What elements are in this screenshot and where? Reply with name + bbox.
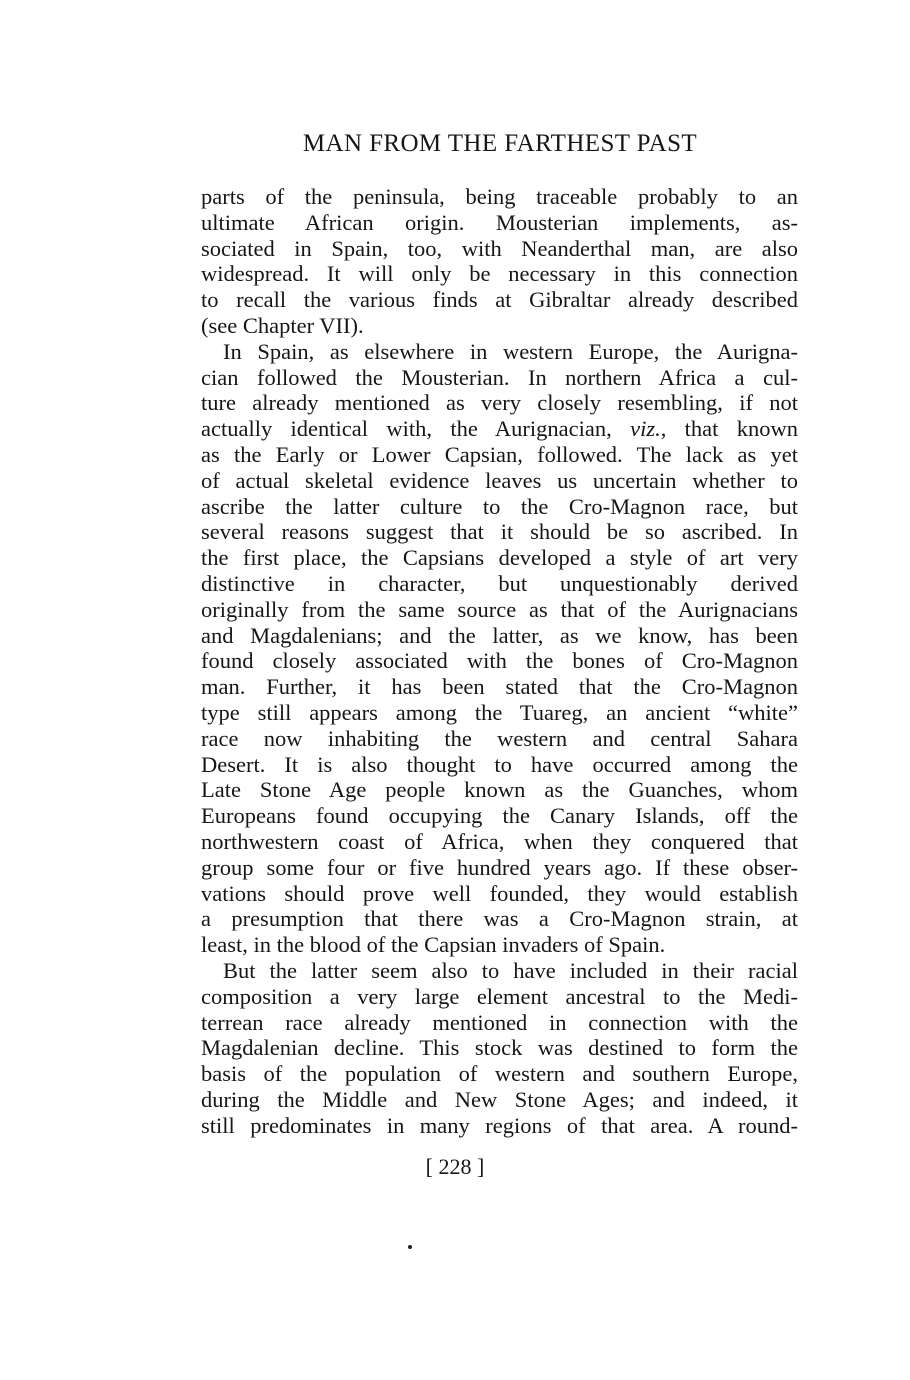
text-line: Late Stone Age people known as the Guanches, whom bbox=[201, 777, 798, 803]
text-line: But the latter seem also to have included in their racial bbox=[223, 957, 798, 983]
text-line: during the Middle and New Stone Ages; and indeed, it bbox=[201, 1086, 798, 1112]
text-line: still predominates in many regions of that area. A round- bbox=[201, 1112, 798, 1138]
text-line: man. Further, it has been stated that the Cro-Magnon bbox=[201, 674, 798, 700]
text-line: race now inhabiting the western and central Sahara bbox=[201, 725, 798, 751]
text-line: a presumption that there was a Cro-Magnon strain, at bbox=[201, 906, 798, 932]
text-line: ture already mentioned as very closely resembling, if not bbox=[201, 390, 798, 416]
text-line: composition a very large element ancestral to the Medi- bbox=[201, 983, 798, 1009]
text-line: Desert. It is also thought to have occurred among the bbox=[201, 751, 798, 777]
text-line: sociated in Spain, too, with Neanderthal man, are also bbox=[201, 235, 798, 261]
text-line: of actual skeletal evidence leaves us uncertain whether to bbox=[201, 467, 798, 493]
text-line: ascribe the latter culture to the Cro-Magnon race, but bbox=[201, 493, 798, 519]
text-line: Europeans found occupying the Canary Islands, off the bbox=[201, 803, 798, 829]
text-line: Magdalenian decline. This stock was destined to form the bbox=[201, 1035, 798, 1061]
text-line: (see Chapter VII). bbox=[201, 312, 364, 338]
text-line: vations should prove well founded, they would establish bbox=[201, 880, 798, 906]
text-line: least, in the blood of the Capsian invaders of Spain. bbox=[201, 932, 666, 958]
paragraph-1 bbox=[201, 184, 798, 339]
text-line: found closely associated with the bones of Cro-Magnon bbox=[201, 648, 798, 674]
text-line: distinctive in character, but unquestionably derived bbox=[201, 570, 798, 596]
paragraph-3 bbox=[201, 958, 798, 1139]
text-line: to recall the various finds at Gibraltar already described bbox=[201, 287, 798, 313]
body-text bbox=[201, 184, 798, 1138]
text-line: In Spain, as elsewhere in western Europe, the Aurigna- bbox=[223, 338, 798, 364]
text-line: group some four or five hundred years ago. If these obser- bbox=[201, 854, 798, 880]
text-line: actually identical with, the Aurignacian, viz., that known bbox=[201, 416, 798, 442]
text-line: terrean race already mentioned in connection with the bbox=[201, 1009, 798, 1035]
italic-viz: viz. bbox=[630, 416, 661, 442]
text-line: parts of the peninsula, being traceable probably to an bbox=[201, 184, 798, 209]
page-number: [ 228 ] bbox=[425, 1154, 485, 1179]
text-line: several reasons suggest that it should be so ascribed. In bbox=[201, 519, 798, 545]
text-line: type still appears among the Tuareg, an ancient “white” bbox=[201, 699, 798, 725]
text-line: and Magdalenians; and the latter, as we know, has been bbox=[201, 622, 798, 648]
text-line: the first place, the Capsians developed a style of art very bbox=[201, 545, 798, 571]
text-line: widespread. It will only be necessary in this connection bbox=[201, 261, 798, 287]
paragraph-2 bbox=[201, 339, 798, 958]
text-line: cian followed the Mousterian. In northern Africa a cul- bbox=[201, 364, 798, 390]
running-head: MAN FROM THE FARTHEST PAST bbox=[302, 130, 698, 157]
text-line: basis of the population of western and southern Europe, bbox=[201, 1061, 798, 1087]
text-line: as the Early or Lower Capsian, followed. The lack as yet bbox=[201, 441, 798, 467]
text-line: originally from the same source as that of the Aurignacians bbox=[201, 596, 798, 622]
ink-speck bbox=[408, 1245, 412, 1249]
text-line: ultimate African origin. Mousterian implements, as- bbox=[201, 209, 798, 235]
text-line: northwestern coast of Africa, when they conquered that bbox=[201, 828, 798, 854]
